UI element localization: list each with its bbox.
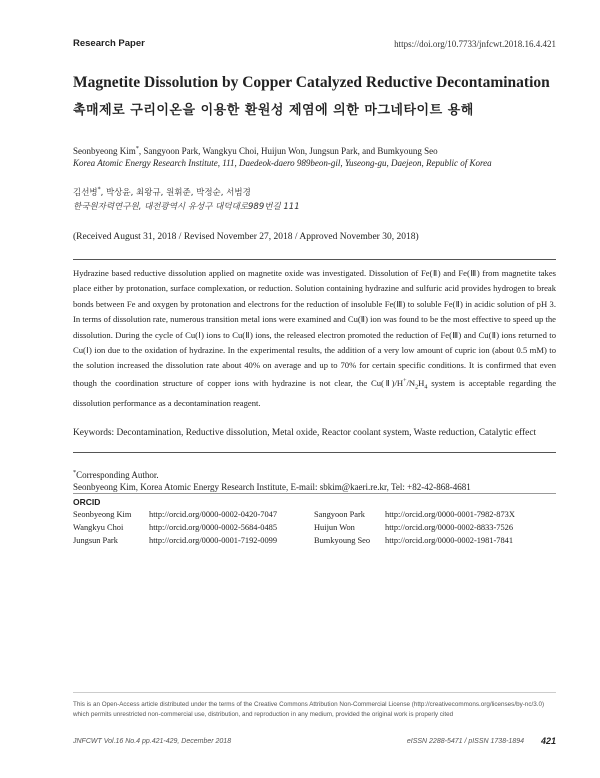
affiliation: Korea Atomic Energy Research Institute, 111, Daedeok-daero 989beon-gil, Yuseong-gu, Daejeon, Republic of Korea	[73, 158, 492, 168]
orcid-link[interactable]: http://orcid.org/0000-0002-1981-7841	[385, 536, 514, 545]
license-notice: This is an Open-Access article distributed under the terms of the Creative Commons Attribution Non-Commercial License (http://creativecommons.org/licenses/by-nc/3.0) which permits unrestricted non-commercial use, distribution, and reproduction in any medium, provided the original work is properly cited	[73, 701, 545, 718]
corresponding-mark: *	[135, 145, 139, 152]
abstract-top-divider	[73, 259, 556, 260]
orcid-author-name: Sangyoon Park	[314, 510, 365, 519]
issn-info: eISSN 2288-5471 / pISSN 1738-1894	[406, 738, 524, 745]
keywords-bottom-divider	[73, 452, 556, 453]
orcid-heading: ORCID	[73, 497, 101, 507]
license-divider	[73, 692, 556, 693]
paper-title-korean: 촉매제로 구리이온을 이용한 환원성 제염에 의한 마그네타이트 용해	[73, 103, 474, 118]
orcid-author-name: Bumkyoung Seo	[314, 536, 371, 545]
author-list-korean	[73, 186, 251, 198]
orcid-author-name: Seonbyeong Kim	[73, 510, 132, 519]
page-number: 421	[540, 736, 556, 746]
abstract-body-end: system is acceptable regarding the dissolution performance as a decontamination reagent.	[73, 377, 557, 408]
coauthor-names: , Sangyoon Park, Wangkyu Choi, Huijun Won, Jungsun Park, and Bumkyoung Seo	[138, 146, 438, 156]
paper-title: Magnetite Dissolution by Copper Catalyzed Reductive Decontamination	[73, 74, 550, 91]
orcid-link[interactable]: http://orcid.org/0000-0002-0420-7047	[149, 510, 278, 519]
orcid-author-name: Wangkyu Choi	[73, 523, 124, 532]
orcid-link[interactable]: http://orcid.org/0000-0002-5684-0485	[149, 523, 278, 532]
abstract-formula-part: /N	[406, 377, 416, 388]
affiliation-korean: 한국원자력연구원, 대전광역시 유성구 대덕대로989번길 111	[73, 202, 300, 212]
corresponding-mark: *	[73, 469, 77, 476]
orcid-divider	[73, 493, 556, 494]
keywords: Keywords: Decontamination, Reductive dissolution, Metal oxide, Reactor coolant system, Waste reduction, Catalytic effect	[73, 428, 537, 438]
orcid-author-name: Jungsun Park	[73, 536, 118, 545]
orcid-author-name: Huijun Won	[314, 523, 355, 532]
paper-type-label: Research Paper	[73, 38, 145, 49]
corresponding-mark-korean: *	[97, 186, 101, 194]
corresponding-author-name: Seonbyeong Kim	[73, 146, 136, 156]
doi-link[interactable]: https://doi.org/10.7733/jnfcwt.2018.16.4.421	[394, 39, 556, 49]
coauthor-names-korean: , 박상윤, 최왕규, 원휘준, 박정순, 서범경	[100, 188, 251, 198]
formula-subscript-4: 4	[424, 384, 428, 391]
journal-citation: JNFCWT Vol.16 No.4 pp.421-429, December 2018	[73, 738, 232, 745]
orcid-link[interactable]: http://orcid.org/0000-0002-8833-7526	[385, 523, 514, 532]
formula-subscript-2: 2	[415, 384, 419, 391]
corresponding-author-details: Seonbyeong Kim, Korea Atomic Energy Research Institute, E-mail: sbkim@kaeri.re.kr, Tel: +82-42-868-4681	[73, 482, 471, 492]
proton-superscript: +	[403, 377, 407, 384]
corresponding-author-name-korean: 김선병	[73, 188, 98, 198]
orcid-link[interactable]: http://orcid.org/0000-0001-7192-0099	[149, 536, 278, 545]
abstract-text	[73, 266, 556, 411]
received-dates: (Received August 31, 2018 / Revised November 27, 2018 / Approved November 30, 2018)	[73, 232, 419, 242]
corresponding-author-label	[73, 469, 159, 480]
abstract-formula-part: H	[418, 377, 425, 388]
corresponding-author-title: Corresponding Author.	[76, 470, 159, 480]
orcid-link[interactable]: http://orcid.org/0000-0001-7982-873X	[385, 510, 515, 519]
author-list	[73, 145, 438, 156]
abstract-body: Hydrazine based reductive dissolution applied on magnetite oxide was investigated. Dissolution of Fe(Ⅱ) and Fe(Ⅲ) from magnetite takes place either by protonation, surface complexation, or reduction. Solution containing hydrazine and sulfuric acid provides hydrogen to break bonds between Fe and oxygen by protonation and electrons for the reduction of insoluble Fe(Ⅲ) to soluble Fe(Ⅱ) in acidic solution of pH 3. In terms of dissolution rate, numerous transition metal ions were examined and Cu(Ⅱ) ion was found to be the most effective to speed up the dissolution. During the cycle of Cu(Ⅰ) ions to Cu(Ⅱ) ions, the released electron promoted the reduction of Fe(Ⅲ) and Cu(Ⅱ) ions returned to Cu(Ⅰ) ion due to the oxidation of hydrazine. In the experimental results, the addition of a very low amount of cupric ion (about 0.5 mM) to the solution increased the dissolution rate about 40% on average and up to 70% for certain specific conditions. It is confirmed that even though the coordination structure of copper ions with hydrazine is not clear, the Cu(Ⅱ)/H	[73, 268, 556, 388]
